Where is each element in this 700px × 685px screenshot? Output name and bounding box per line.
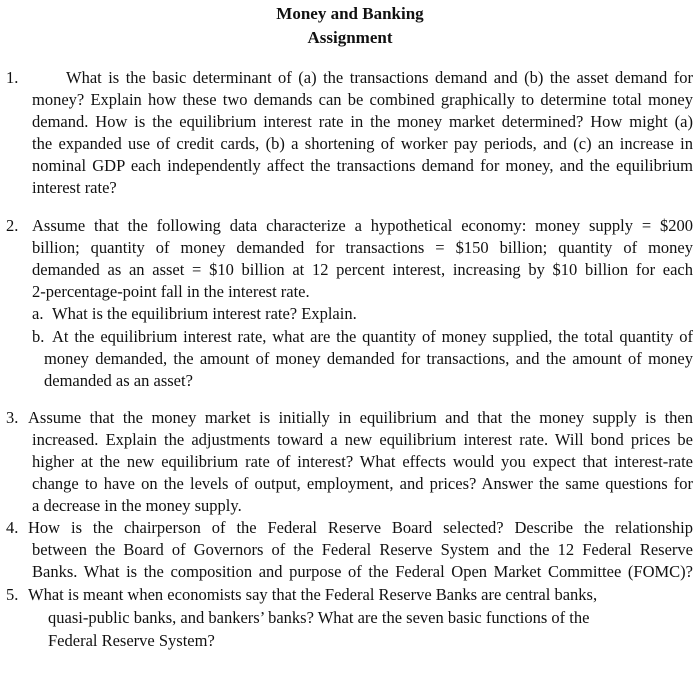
question-text-line: How is the chairperson of the Federal Reserve Board selected? Describe the relationship — [28, 518, 693, 537]
question-text-line: Assume that the money market is initially in equilibrium and that the money supply is then — [28, 408, 693, 427]
question-text-line: demand. How is the equilibrium interest rate in the money market determined? How might (a) — [32, 112, 693, 131]
question-text-line: money? Explain how these two demands can be combined graphically to determine total money — [32, 90, 693, 109]
question-text-line: change to have on the levels of output, employment, and prices? Answer the same questions for — [32, 474, 693, 493]
subquestion-text-line: demanded as an asset? — [44, 371, 193, 390]
document-subtitle: Assignment — [307, 28, 393, 47]
subquestion-text-line: At the equilibrium interest rate, what are the quantity of money supplied, the total quantity of — [52, 327, 693, 346]
question-text-line: nominal GDP each independently affect the transactions demand for money, and the equilibrium — [32, 156, 693, 175]
question-text-line: billion; quantity of money demanded for transactions = $150 billion; quantity of money — [32, 238, 693, 257]
subquestion-label: a. — [32, 304, 44, 323]
document-title: Money and Banking — [276, 4, 424, 23]
subquestion-label: b. — [32, 327, 45, 346]
subquestion-text: What is the equilibrium interest rate? Explain. — [52, 304, 357, 323]
question-number: 2. — [6, 216, 19, 235]
question-text-line: demanded as an asset = $10 billion at 12 percent interest, increasing by $10 billion for each — [32, 260, 693, 279]
question-text-line: increased. Explain the adjustments toward a new equilibrium interest rate. Will bond prices be — [32, 430, 693, 449]
question-number: 5. — [6, 585, 19, 604]
question-text-line: Assume that the following data characterize a hypothetical economy: money supply = $200 — [32, 216, 693, 235]
question-text-line: What is the basic determinant of (a) the transactions demand and (b) the asset demand for — [66, 68, 693, 87]
question-text-line: between the Board of Governors of the Federal Reserve System and the 12 Federal Reserve — [32, 540, 693, 559]
subquestion-text-line: money demanded, the amount of money demanded for transactions, and the amount of money — [44, 349, 693, 368]
question-text-line: 2-percentage-point fall in the interest rate. — [32, 282, 310, 301]
question-text-line: Banks. What is the composition and purpose of the Federal Open Market Committee (FOMC)? — [32, 562, 693, 581]
question-number: 1. — [6, 68, 19, 87]
question-text-line: a decrease in the money supply. — [32, 496, 242, 515]
question-number: 4. — [6, 518, 19, 537]
question-text-line: higher at the new equilibrium rate of interest? What effects would you expect that interest-rate — [32, 452, 693, 471]
question-text-line: the expanded use of credit cards, (b) a shortening of worker pay periods, and (c) an increase in — [32, 134, 693, 153]
question-text-line: quasi-public banks, and bankers’ banks? What are the seven basic functions of the — [48, 608, 590, 627]
question-number: 3. — [6, 408, 19, 427]
question-text-line: interest rate? — [32, 178, 117, 197]
question-text-line: What is meant when economists say that the Federal Reserve Banks are central banks, — [28, 585, 598, 604]
question-text-line: Federal Reserve System? — [48, 631, 215, 650]
